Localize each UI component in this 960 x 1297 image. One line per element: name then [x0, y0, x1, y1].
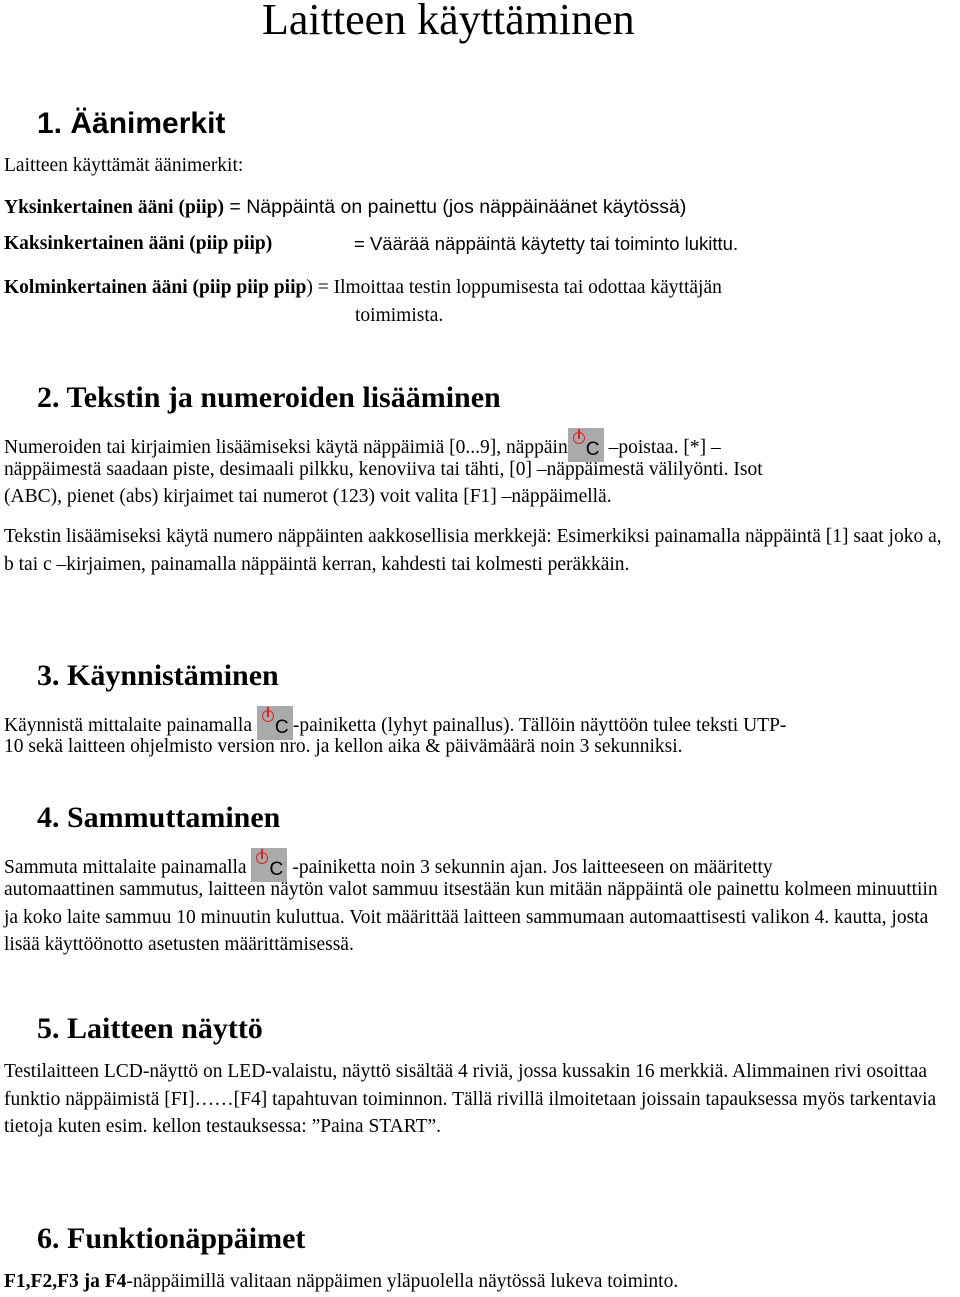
section-2-p1-line2: näppäimestä saadaan piste, desimaali pilkku, kenoviiva tai tähti, [0] –näppäimestä välilyönti. Isot — [4, 459, 763, 480]
section-3-line2: 10 sekä laitteen ohjelmisto version nro. ja kellon aika & päivämäärä noin 3 sekunniksi. — [4, 736, 683, 757]
section-2-heading: 2. Tekstin ja numeroiden lisääminen — [37, 381, 501, 414]
beep-triple-text: ) = Ilmoittaa testin loppumisesta tai odottaa käyttäjän — [306, 277, 722, 298]
beep-single-row — [4, 194, 686, 222]
section-4-part-a: Sammuta mittalaite painamalla — [4, 857, 247, 878]
beep-triple-label: Kolminkertainen ääni (piip piip piip — [4, 277, 307, 298]
power-clear-key-icon: C — [257, 706, 293, 740]
section-1-heading: 1. Äänimerkit — [37, 107, 226, 140]
function-keys-text: -näppäimillä valitaan näppäimen yläpuolella näytössä lukeva toiminto. — [126, 1271, 679, 1292]
section-2-p1-line3: (ABC), pienet (abs) kirjaimet tai numerot (123) voit valita [F1] –näppäimellä. — [4, 486, 612, 507]
power-clear-key-icon: C — [251, 848, 287, 882]
page-title: Laitteen käyttäminen — [262, 0, 635, 44]
beep-single-text: = Näppäintä on painettu (jos näppäinäänet käytössä) — [223, 196, 687, 218]
beep-single-label: Yksinkertainen ääni (piip) — [4, 197, 224, 218]
section-4-rest: automaattinen sammutus, laitteen näytön valot sammuu itsestään kun mitään näppäintä ole painettu kolmeen minuuttiin ja koko laite sammuu 10 minuutin kuluttua. Voit määrittää laitteen sammumaan automaattisesti valikon 4. kautta, josta lisää käyttöönotto asetusten määrittämisessä. — [4, 879, 938, 955]
power-clear-key-icon: C — [568, 428, 604, 462]
section-4-heading: 4. Sammuttaminen — [37, 801, 281, 834]
section-6-heading: 6. Funktionäppäimet — [37, 1222, 306, 1255]
section-1-intro: Laitteen käyttämät äänimerkit: — [4, 155, 244, 176]
beep-double-label: Kaksinkertainen ääni (piip piip) — [4, 233, 273, 254]
section-2-p1-part-b: –poistaa. [*] – — [603, 437, 721, 458]
section-5-heading: 5. Laitteen näyttö — [37, 1012, 263, 1045]
beep-double-label-row — [4, 230, 272, 258]
section-4-part-b: -painiketta noin 3 sekunnin ajan. Jos laitteeseen on määritetty — [287, 857, 773, 878]
section-2-p1-part-a: Numeroiden tai kirjaimien lisäämiseksi käytä näppäimiä [0...9], näppäin — [4, 437, 568, 458]
beep-triple-row — [4, 274, 722, 302]
beep-double-text: = Väärää näppäintä käytetty tai toiminto lukittu. — [354, 233, 739, 254]
section-3-part-a: Käynnistä mittalaite painamalla — [4, 715, 252, 736]
beep-triple-text-cont: toimimista. — [355, 305, 444, 326]
function-keys-label: F1,F2,F3 ja F4 — [4, 1271, 127, 1292]
section-2-p2: Tekstin lisäämiseksi käytä numero näppäinten aakkosellisia merkkejä: Esimerkiksi painamalla näppäintä [1] saat joko a, b tai c –kirjaimen, painamalla näppäintä kerran, kahdesti tai kolmesti peräkkäin. — [4, 526, 942, 575]
section-5-paragraph: Testilaitteen LCD-näyttö on LED-valaistu, näyttö sisältää 4 riviä, jossa kussakin 16 merkkiä. Alimmainen rivi osoittaa funktio näppäimistä [FI]……[F4] tapahtuvan toiminnon. Tällä rivillä ilmoitetaan joissain tapauksessa myös tarkentavia tietoja kuten esim. kellon testauksessa: ”Paina START”. — [4, 1061, 937, 1137]
section-6-paragraph — [4, 1268, 678, 1296]
section-3-part-b: -painiketta (lyhyt painallus). Tällöin näyttöön tulee teksti UTP- — [292, 715, 787, 736]
section-3-heading: 3. Käynnistäminen — [37, 659, 279, 692]
